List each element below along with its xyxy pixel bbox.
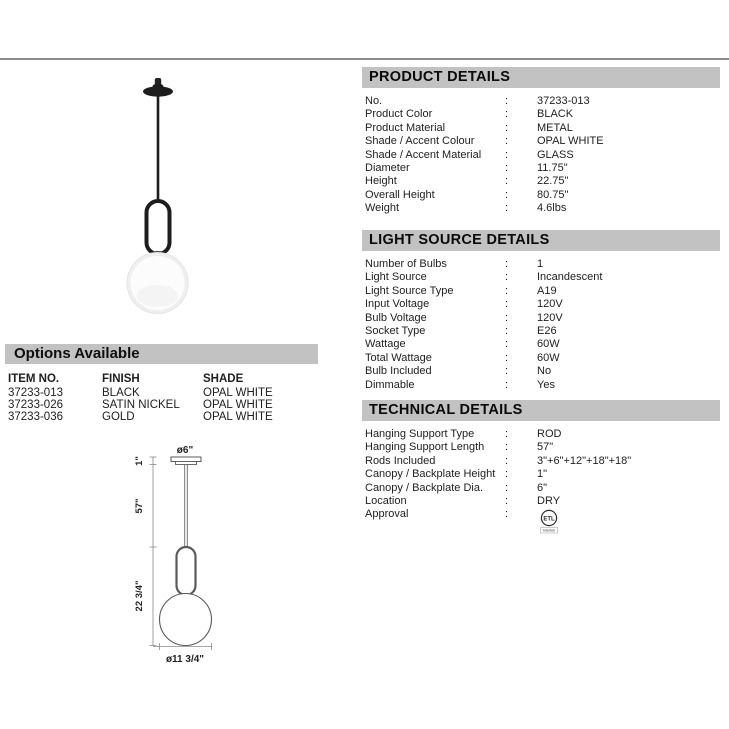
dim-rod-length-label: 57" (134, 498, 145, 514)
detail-separator: : (505, 258, 509, 270)
detail-value: 1" (537, 468, 548, 481)
detail-separator: : (505, 311, 509, 324)
drawing-globe (160, 594, 212, 646)
detail-row (365, 149, 720, 162)
detail-separator: : (505, 148, 509, 161)
detail-value: DRY (537, 495, 561, 508)
detail-value: 60W (537, 338, 560, 351)
detail-row (365, 298, 720, 311)
detail-value: 57" (537, 441, 554, 454)
detail-value: 4.6lbs (537, 202, 567, 215)
detail-row (365, 135, 720, 148)
options-available-header: Options Available (5, 344, 318, 364)
option-item-no: 37233-036 (8, 411, 63, 424)
detail-row (365, 495, 720, 508)
detail-separator: : (505, 271, 509, 284)
option-finish: BLACK (102, 387, 140, 399)
detail-label: Product Color (365, 108, 433, 121)
option-shade: OPAL WHITE (203, 399, 273, 412)
etl-listed-icon (537, 509, 561, 537)
detail-row (365, 122, 720, 135)
pendant-rod (157, 95, 160, 202)
etl-mark-text: ETL (543, 516, 555, 523)
detail-label: Approval (365, 508, 409, 521)
detail-row (365, 271, 720, 284)
detail-label: Shade / Accent Colour (365, 135, 475, 148)
detail-label: Height (365, 175, 397, 188)
detail-separator: : (505, 468, 509, 481)
vertical-dimension-line (150, 457, 157, 646)
detail-separator: : (505, 202, 509, 215)
detail-row (365, 189, 720, 202)
detail-value: 37233-013 (537, 95, 590, 107)
detail-row (365, 175, 720, 188)
detail-value: Yes (537, 378, 555, 391)
detail-row (365, 352, 720, 365)
detail-separator: : (505, 351, 509, 364)
detail-separator: : (505, 188, 509, 201)
detail-separator: : (505, 284, 509, 297)
detail-label: Number of Bulbs (365, 258, 447, 270)
dim-canopy-height-label: 1" (134, 456, 145, 466)
detail-separator: : (505, 162, 509, 175)
detail-label: Light Source (365, 271, 427, 284)
dim-canopy-diameter-label: ø6" (176, 445, 194, 456)
detail-row (365, 455, 720, 468)
light-source-details-section (362, 230, 720, 392)
detail-separator: : (505, 508, 509, 521)
options-col-shade: SHADE (203, 373, 244, 385)
detail-label: Socket Type (365, 325, 426, 338)
drawing-oval-ring (177, 547, 196, 595)
drawing-canopy (171, 457, 201, 462)
options-available-section (5, 344, 318, 424)
detail-label: Bulb Included (365, 365, 432, 378)
option-finish: GOLD (102, 411, 135, 424)
details-column (362, 0, 720, 729)
dimension-drawing (125, 440, 235, 675)
light-source-details-rows (362, 258, 720, 392)
detail-row (365, 95, 720, 108)
detail-value: BLACK (537, 108, 574, 121)
detail-value: E26 (537, 325, 557, 338)
product-details-rows (362, 95, 720, 216)
options-table-row (8, 399, 318, 411)
options-table (5, 373, 318, 424)
detail-separator: : (505, 338, 509, 351)
detail-value: 22.75" (537, 175, 569, 188)
detail-label: Rods Included (365, 454, 436, 467)
detail-separator: : (505, 135, 509, 148)
detail-row (365, 441, 720, 454)
option-shade: OPAL WHITE (203, 387, 273, 399)
detail-value: 3"+6"+12"+18"+18" (537, 454, 632, 467)
technical-details-rows (362, 428, 720, 542)
detail-row (365, 202, 720, 215)
detail-separator: : (505, 441, 509, 454)
drawing-rod (185, 465, 188, 548)
detail-row (365, 285, 720, 298)
detail-label: Weight (365, 202, 400, 215)
etl-subtext: Intertek (543, 529, 555, 534)
detail-label: Wattage (365, 338, 406, 351)
detail-label: No. (365, 95, 383, 107)
detail-row (365, 108, 720, 121)
detail-row (365, 379, 720, 392)
detail-separator: : (505, 454, 509, 467)
technical-details-header: TECHNICAL DETAILS (362, 400, 720, 421)
detail-separator: : (505, 175, 509, 188)
dim-globe-diameter-label: ø11 3/4" (165, 654, 205, 665)
detail-label: Shade / Accent Material (365, 148, 482, 161)
detail-row (365, 428, 720, 441)
detail-label: Location (365, 495, 407, 508)
detail-label: Input Voltage (365, 298, 430, 311)
product-details-header: PRODUCT DETAILS (362, 67, 720, 88)
detail-value: ROD (537, 428, 562, 440)
detail-row (365, 365, 720, 378)
option-finish: SATIN NICKEL (102, 399, 180, 412)
detail-value: METAL (537, 121, 573, 134)
detail-row (365, 325, 720, 338)
detail-row (365, 482, 720, 495)
option-item-no: 37233-013 (8, 387, 63, 399)
globe-bottom-shadow (137, 285, 179, 307)
detail-value: 6" (537, 481, 548, 494)
detail-value: 120V (537, 298, 563, 311)
detail-row (365, 468, 720, 481)
detail-value: 1 (537, 258, 544, 270)
drawing-canopy-lip (176, 462, 197, 465)
detail-value: No (537, 365, 552, 378)
detail-row (365, 162, 720, 175)
detail-label: Bulb Voltage (365, 311, 427, 324)
detail-separator: : (505, 481, 509, 494)
options-table-row (8, 411, 318, 423)
option-item-no: 37233-026 (8, 399, 63, 412)
detail-value: A19 (537, 284, 557, 297)
detail-separator: : (505, 325, 509, 338)
detail-label: Diameter (365, 162, 410, 175)
detail-value: Incandescent (537, 271, 603, 284)
detail-label: Product Material (365, 121, 446, 134)
detail-separator: : (505, 95, 509, 107)
dim-fixture-height-label: 22 3/4" (134, 580, 145, 612)
detail-row (365, 258, 720, 271)
detail-row (365, 312, 720, 325)
detail-label: Dimmable (365, 378, 415, 391)
detail-label: Canopy / Backplate Dia. (365, 481, 484, 494)
detail-value: 80.75" (537, 188, 569, 201)
detail-value: GLASS (537, 148, 574, 161)
pendant-oval-ring (147, 201, 170, 254)
detail-value: OPAL WHITE (537, 135, 604, 148)
detail-value (537, 508, 720, 541)
detail-label: Canopy / Backplate Height (365, 468, 496, 481)
technical-details-section (362, 400, 720, 542)
detail-separator: : (505, 121, 509, 134)
options-col-item-no: ITEM NO. (8, 373, 60, 385)
options-table-row (8, 387, 318, 399)
options-table-header-row (8, 373, 318, 386)
product-details-section (362, 67, 720, 216)
detail-label: Overall Height (365, 188, 435, 201)
detail-label: Hanging Support Type (365, 428, 475, 440)
detail-label: Hanging Support Length (365, 441, 485, 454)
product-photo (40, 62, 280, 334)
detail-label: Light Source Type (365, 284, 454, 297)
detail-separator: : (505, 378, 509, 391)
detail-value: 120V (537, 311, 563, 324)
option-shade: OPAL WHITE (203, 411, 273, 424)
detail-separator: : (505, 495, 509, 508)
light-source-details-header: LIGHT SOURCE DETAILS (362, 230, 720, 251)
approval-row (365, 508, 720, 541)
detail-label: Total Wattage (365, 351, 432, 364)
detail-value: 11.75" (537, 162, 568, 175)
detail-separator: : (505, 298, 509, 311)
detail-separator: : (505, 108, 509, 121)
options-col-finish: FINISH (102, 373, 140, 385)
detail-separator: : (505, 428, 509, 440)
detail-value: 60W (537, 351, 560, 364)
detail-separator: : (505, 365, 509, 378)
detail-row (365, 338, 720, 351)
